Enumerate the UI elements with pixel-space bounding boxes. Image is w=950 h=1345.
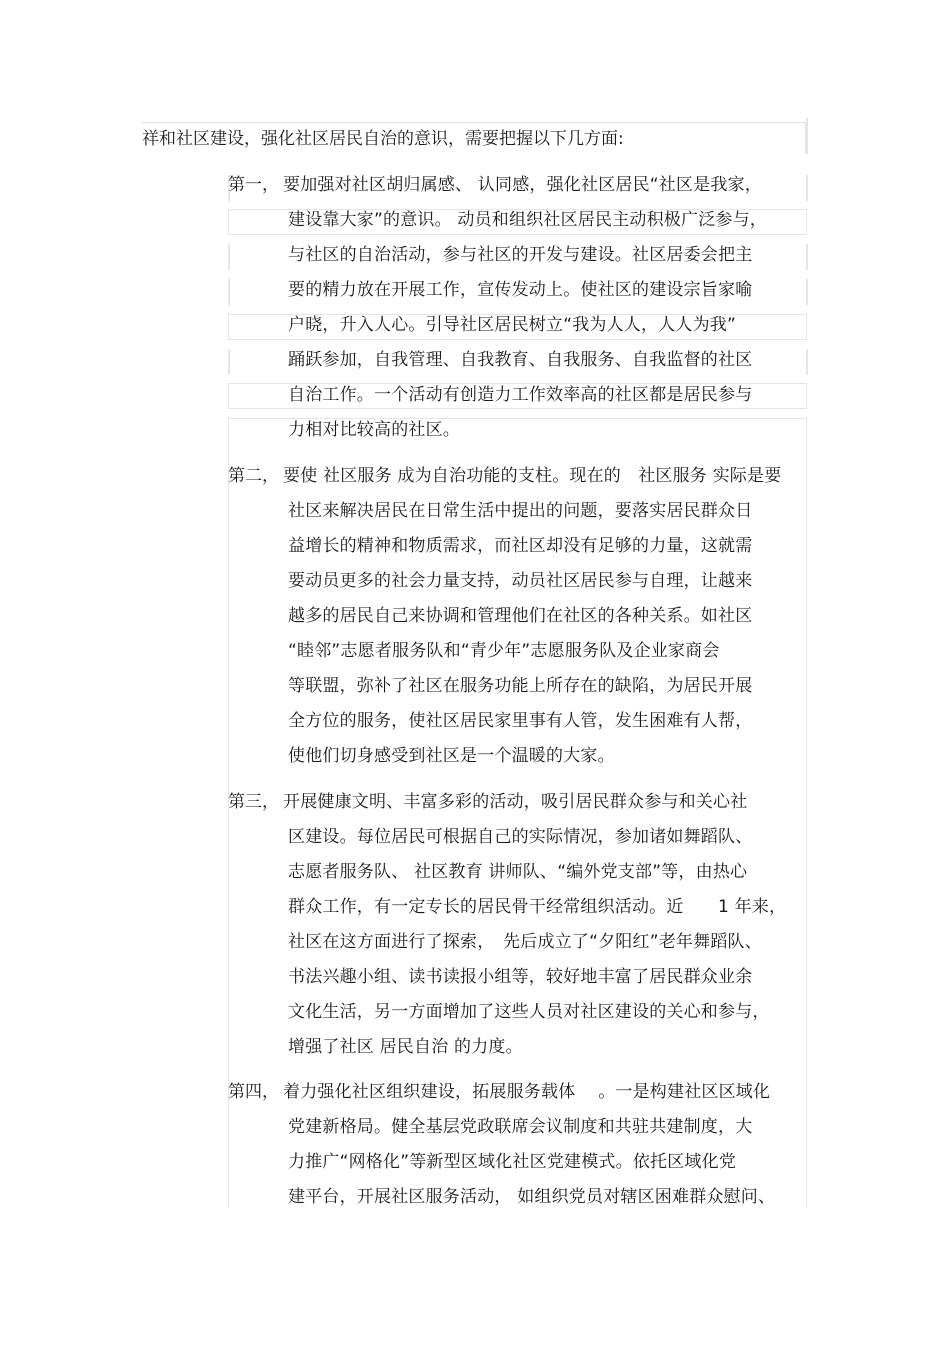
- frame-box: [806, 349, 808, 375]
- text-line: 要动员更多的社会力量支持，动员社区居民参与自理，让越来: [288, 571, 753, 591]
- text-line: 益增长的精神和物质需求，而社区却没有足够的力量，这就需: [288, 536, 753, 556]
- text-line: 要使 社区服务 成为自治功能的支柱。现在的 社区服务 实际是要: [283, 466, 782, 486]
- text-line: 区建设。每位居民可根据自己的实际情况，参加诸如舞蹈队、: [288, 827, 753, 847]
- section-label: 第一，: [228, 175, 279, 195]
- frame-box: [228, 244, 230, 270]
- section-text: [283, 785, 787, 1065]
- section-label: 第三，: [228, 792, 279, 812]
- text-line: 建设靠大家”的意识。 动员和组织社区居民主动积极广泛参与，: [288, 210, 768, 230]
- text-line: 社区在这方面进行了探索， 先后成立了“夕阳红”老年舞蹈队、: [288, 932, 762, 952]
- text-line: 全方位的服务，使社区居民家里事有人管，发生困难有人帮，: [288, 711, 753, 731]
- section-text: [283, 168, 768, 448]
- text-line: 志愿者服务队、 社区教育 讲师队、“编外党支部”等，由热心: [288, 862, 748, 882]
- text-line: 等联盟，弥补了社区在服务功能上所存在的缺陷，为居民开展: [288, 676, 753, 696]
- text-line: 要加强对社区胡归属感、 认同感，强化社区居民“社区是我家，: [283, 175, 763, 195]
- text-line: 越多的居民自己来协调和管理他们在社区的各种关系。如社区: [288, 606, 753, 626]
- intro-paragraph: 祥和社区建设，强化社区居民自治的意识，需要把握以下几方面:: [142, 122, 806, 154]
- section-label: 第二，: [228, 466, 279, 486]
- text-line: 党建新格局。健全基层党政联席会议制度和共驻共建制度，大: [288, 1117, 753, 1137]
- text-line: 要的精力放在开展工作，宣传发动上。使社区的建设宗旨家喻: [288, 280, 753, 300]
- section-text: [283, 459, 782, 774]
- section-label: 第四，: [228, 1082, 279, 1102]
- frame-box: [806, 175, 808, 201]
- text-line: 踊跃参加，自我管理、自我教育、自我服务、自我监督的社区: [288, 350, 753, 370]
- text-line: 群众工作，有一定专长的居民骨干经常组织活动。近 1 年来，: [288, 897, 787, 917]
- section-text: [283, 1075, 776, 1215]
- text-line: 建平台，开展社区服务活动， 如组织党员对辖区困难群众慰问、: [288, 1187, 776, 1207]
- text-line: 社区来解决居民在日常生活中提出的问题，要落实居民群众日: [288, 501, 753, 521]
- text-line: 开展健康文明、丰富多彩的活动，吸引居民群众参与和关心社: [283, 792, 748, 812]
- text-line: 户晓，升入人心。引导社区居民树立“我为人人，人人为我”: [288, 315, 737, 335]
- text-line: 与社区的自治活动，参与社区的开发与建设。社区居委会把主: [288, 245, 753, 265]
- text-line: 力推广“网格化”等新型区域化社区党建模式。依托区域化党: [288, 1152, 737, 1172]
- frame-box: [806, 244, 808, 270]
- frame-box: [806, 118, 808, 154]
- text-line: 力相对比较高的社区。: [288, 420, 460, 440]
- text-line: 自治工作。一个活动有创造力工作效率高的社区都是居民参与: [288, 385, 753, 405]
- frame-box: [228, 279, 230, 305]
- frame-box: [228, 349, 230, 375]
- text-line: 使他们切身感受到社区是一个温暖的大家。: [288, 746, 615, 766]
- text-line: 文化生活，另一方面增加了这些人员对社区建设的关心和参与，: [288, 1002, 770, 1022]
- text-line: 着力强化社区组织建设，拓展服务载体 。一是构建社区区域化: [283, 1082, 771, 1102]
- text-line: 书法兴趣小组、读书读报小组等，较好地丰富了居民群众业余: [288, 967, 753, 987]
- text-line: 增强了社区 居民自治 的力度。: [288, 1037, 523, 1057]
- text-line: “睦邻”志愿者服务队和“青少年”志愿服务队及企业家商会: [288, 641, 720, 661]
- frame-box: [806, 279, 808, 305]
